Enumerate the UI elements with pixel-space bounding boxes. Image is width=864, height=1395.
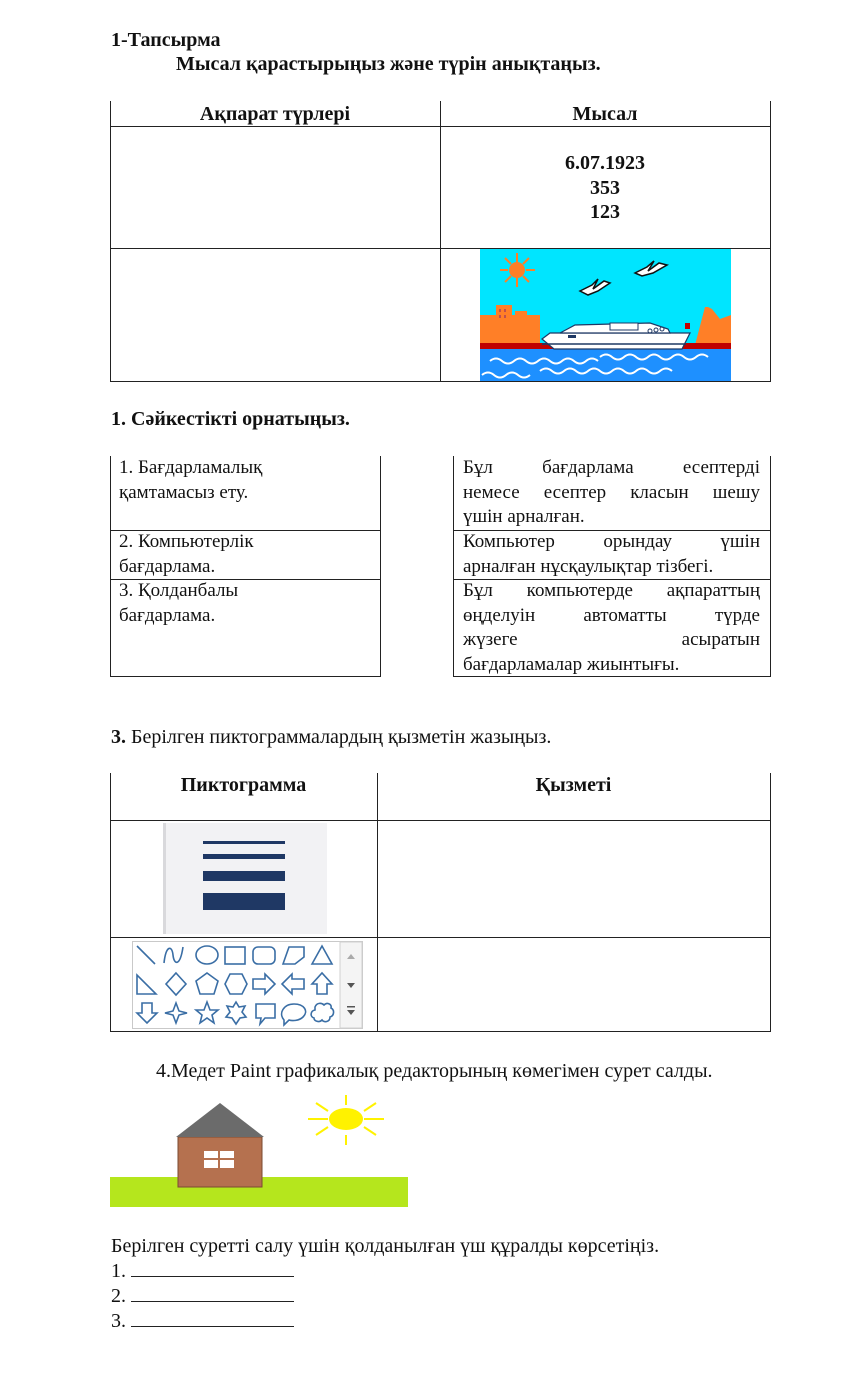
match-left-item-1: 1. Бағдарламалық қамтамасыз ету. <box>119 457 263 503</box>
match-left-item-2: 2. Компьютерлік бағдарлама. <box>119 531 254 577</box>
header-pictogram: Пиктограмма <box>180 774 307 796</box>
answer-line-1[interactable]: 1. <box>111 1258 294 1283</box>
header-example: Мысал <box>572 103 638 125</box>
house-drawing <box>110 1091 410 1209</box>
task4-intro: 4.Медет Paint графикалық редакторының көмегімен сурет салды. <box>156 1060 713 1082</box>
task2-heading: 1. Сәйкестікті орнатыңыз. <box>111 408 350 430</box>
task1-heading: 1-Тапсырма <box>111 29 221 51</box>
line-width-icon <box>163 823 327 934</box>
shapes-gallery-icon <box>132 941 363 1029</box>
numbers-example: 6.07.1923 353 123 <box>565 152 645 223</box>
answer-line-2[interactable]: 2. <box>111 1283 294 1308</box>
answer-list <box>111 1258 294 1333</box>
match-right-item-2: Компьютер орындау үшін арналған нұсқаулықтар тізбегі. <box>463 531 760 577</box>
header-info-types: Ақпарат түрлері <box>199 103 351 125</box>
match-left-item-3: 3. Қолданбалы бағдарлама. <box>119 580 239 626</box>
match-right-item-1: Бұл бағдарлама есептерді немесе есептер класын шешу үшін арналған. <box>463 457 760 527</box>
header-function: Қызметі <box>535 774 612 796</box>
match-right-item-3: Бұл компьютерде ақпараттың өңделуін автоматты түрде жүзеге асыратын бағдарламалар жиынтығы. <box>463 580 760 675</box>
ship-picture <box>480 249 731 381</box>
answer-line-3[interactable]: 3. <box>111 1308 294 1333</box>
task3-instruction: 3. Берілген пиктограммалардың қызметін жазыңыз. <box>111 726 552 748</box>
task4-question: Берілген суретті салу үшін қолданылған үш құралды көрсетіңіз. <box>111 1235 660 1257</box>
task1-instruction: Мысал қарастырыңыз және түрін анықтаңыз. <box>176 53 601 75</box>
